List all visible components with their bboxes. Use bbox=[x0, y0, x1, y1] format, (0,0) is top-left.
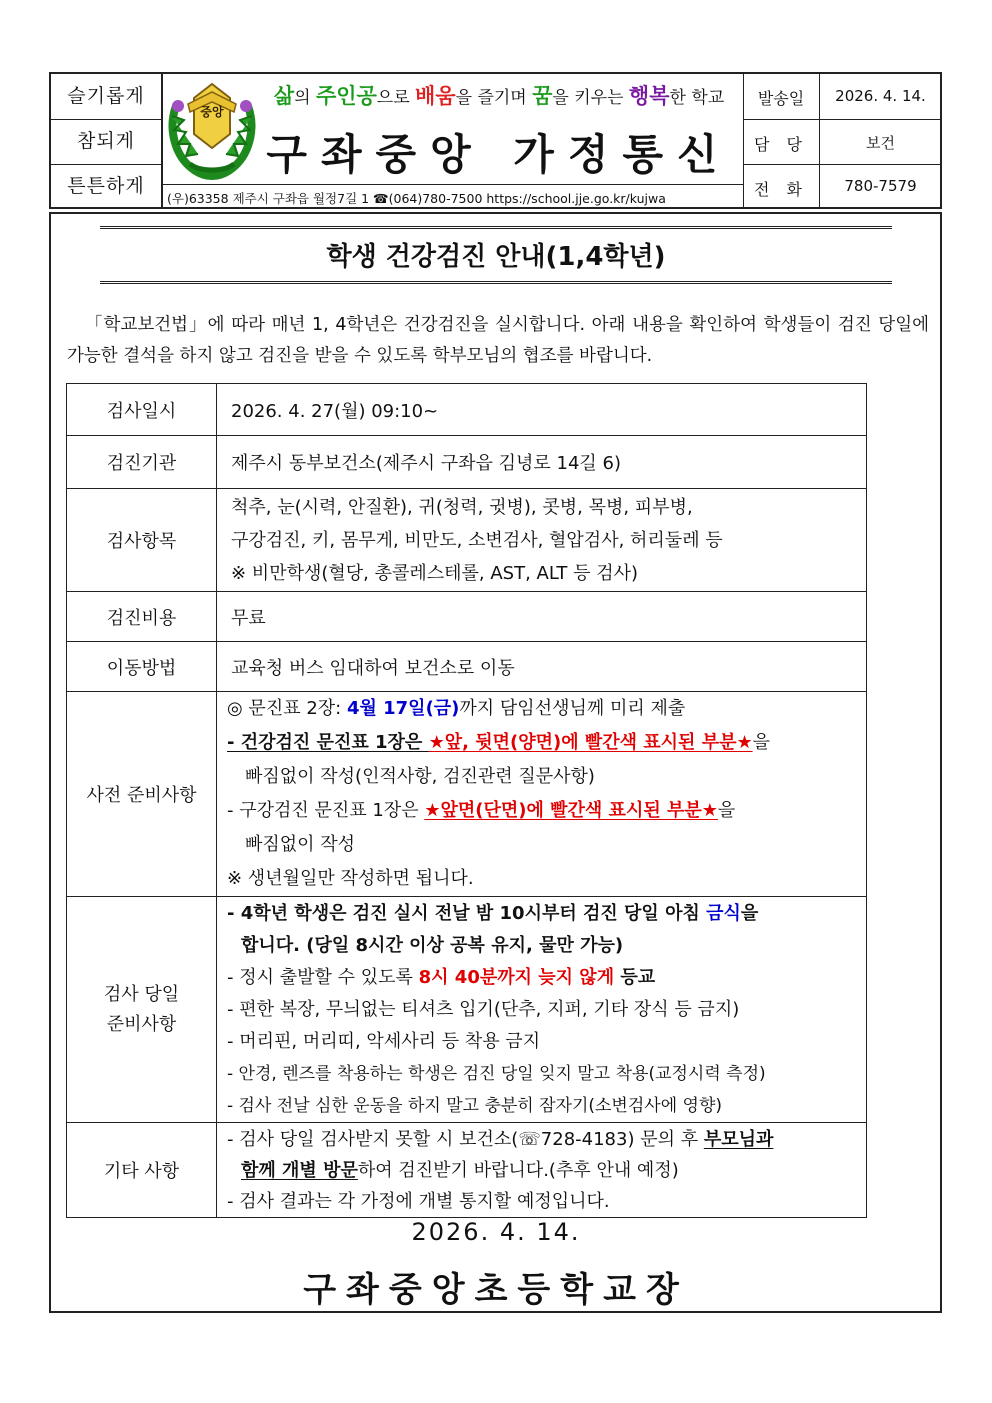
school-mottos bbox=[51, 74, 161, 209]
prep-text: - 건강검진 문진표 1장은 bbox=[227, 732, 429, 753]
row-value bbox=[217, 1123, 867, 1218]
notice-intro bbox=[67, 310, 929, 372]
row-value: 교육청 버스 임대하여 보건소로 이동 bbox=[217, 642, 867, 692]
slogan-word-1: 삶 bbox=[273, 84, 295, 108]
dayof-line-2: 합니다. (당일 8시간 이상 공복 유지, 물만 가능) bbox=[241, 934, 624, 956]
prep-text: - 구강검진 문진표 1장은 bbox=[227, 800, 425, 821]
info-label-date: 발송일 bbox=[757, 89, 805, 108]
motto-1: 슬기롭게 bbox=[67, 85, 145, 107]
issue-date: 2026. 4. 14. bbox=[411, 1218, 581, 1246]
table-row-cost bbox=[67, 592, 867, 642]
row-label: 사전 준비사항 bbox=[67, 692, 217, 897]
other-highlight: 함께 개별 방문 bbox=[241, 1159, 358, 1181]
other-line-1 bbox=[227, 1124, 856, 1155]
table-row-dayof bbox=[67, 897, 867, 1123]
slogan-text-5: 한 학교 bbox=[669, 88, 725, 108]
row-label bbox=[67, 897, 217, 1123]
other-text: 하여 검진받기 바랍니다.(추후 안내 예정) bbox=[357, 1159, 679, 1181]
dayof-line-3 bbox=[227, 962, 856, 994]
newsletter-brand-title: 구좌중앙 가정통신 bbox=[266, 130, 732, 179]
prep-text: ◎ 문진표 2장: bbox=[227, 698, 347, 719]
prep-line-1 bbox=[227, 692, 856, 726]
principal-signature: 구좌중앙초등학교장 bbox=[303, 1270, 689, 1310]
prep-highlight: ★앞면(단면)에 빨간색 표시된 부분★ bbox=[424, 800, 718, 821]
slogan-word-5: 행복 bbox=[628, 84, 670, 108]
notice-title: 학생 건강검진 안내(1,4학년) bbox=[326, 242, 666, 272]
title-rule-top bbox=[100, 226, 892, 229]
row-label: 검사항목 bbox=[67, 489, 217, 592]
dayof-line-5: - 머리핀, 머리띠, 악세사리 등 착용 금지 bbox=[227, 1030, 541, 1052]
table-row-institution bbox=[67, 436, 867, 489]
school-address: (우)63358 제주시 구좌읍 월정7길 1 ☎(064)780-7500 https://school.jje.go.kr/kujwa bbox=[167, 191, 666, 206]
table-row-transport bbox=[67, 642, 867, 692]
row-value: 무료 bbox=[217, 592, 867, 642]
school-emblem-logo bbox=[164, 76, 260, 182]
dayof-text: - 정시 출발할 수 있도록 bbox=[227, 966, 419, 988]
dayof-line-7: - 검사 전날 심한 운동을 하지 말고 충분히 잠자기(소변검사에 영향) bbox=[227, 1095, 723, 1116]
row-value bbox=[217, 897, 867, 1123]
dayof-text: 을 bbox=[740, 902, 759, 924]
row-label: 검진기관 bbox=[67, 436, 217, 489]
dayof-line-4: - 편한 복장, 무늬없는 티셔츠 입기(단추, 지퍼, 기타 장식 등 금지) bbox=[227, 998, 740, 1020]
row-value bbox=[217, 692, 867, 897]
motto-3: 튼튼하게 bbox=[67, 175, 145, 197]
intro-text: 「학교보건법」에 따라 매년 1, 4학년은 건강검진을 실시합니다. 아래 내용을 확인하여 학생들이 검진 당일에 가능한 결석을 하지 않고 검진을 받을 수 있도록 학부모님의 협조를 바랍니다. bbox=[67, 315, 929, 366]
prep-line-6: ※ 생년월일만 작성하면 됩니다. bbox=[227, 868, 474, 889]
prep-line-4 bbox=[227, 794, 856, 828]
dayof-fasting: 금식 bbox=[706, 902, 741, 924]
row-value: 2026. 4. 27(월) 09:10~ bbox=[217, 384, 867, 436]
prep-line-5: 빠짐없이 작성 bbox=[245, 834, 356, 855]
slogan-text-1: 의 bbox=[294, 88, 316, 108]
other-text: - 검사 당일 검사받지 못할 시 보건소(☏728-4183) 문의 후 bbox=[227, 1128, 704, 1150]
other-line-3: - 검사 결과는 각 가정에 개별 통지할 예정입니다. bbox=[227, 1190, 610, 1212]
title-rule-bottom bbox=[100, 281, 892, 284]
table-row-other bbox=[67, 1123, 867, 1218]
prep-text: 까지 담임선생님께 미리 제출 bbox=[459, 698, 686, 719]
prep-highlight: ★앞, 뒷면(양면)에 빨간색 표시된 부분★ bbox=[428, 732, 753, 753]
row-label: 기타 사항 bbox=[67, 1123, 217, 1218]
emblem-text: 중앙 bbox=[200, 105, 224, 119]
school-slogan bbox=[259, 80, 739, 110]
other-highlight: 부모님과 bbox=[703, 1128, 774, 1150]
table-row-date bbox=[67, 384, 867, 436]
prep-text: 을 bbox=[752, 732, 771, 753]
prep-deadline: 4월 17일(금) bbox=[346, 698, 460, 719]
dayof-line-6: - 안경, 렌즈를 착용하는 학생은 검진 당일 잊지 말고 착용(교정시력 측정) bbox=[227, 1063, 766, 1084]
info-value-phone: 780-7579 bbox=[844, 177, 917, 195]
slogan-text-3: 을 즐기며 bbox=[455, 88, 533, 108]
dayof-label-2: 준비사항 bbox=[106, 1013, 177, 1035]
prep-line-2 bbox=[227, 726, 856, 760]
slogan-text-2: 으로 bbox=[376, 88, 416, 108]
items-line-2: 구강검진, 키, 몸무게, 비만도, 소변검사, 혈압검사, 허리둘레 등 bbox=[231, 529, 723, 551]
prep-line-3: 빠짐없이 작성(인적사항, 검진관련 질문사항) bbox=[245, 766, 595, 787]
slogan-word-4: 꿈 bbox=[532, 84, 553, 108]
table-row-items bbox=[67, 489, 867, 592]
slogan-word-3: 배움 bbox=[415, 84, 456, 108]
row-value: 제주시 동부보건소(제주시 구좌읍 김녕로 14길 6) bbox=[217, 436, 867, 489]
checkup-info-table bbox=[66, 383, 867, 1218]
info-value-date: 2026. 4. 14. bbox=[835, 87, 926, 105]
newsletter-header bbox=[49, 72, 942, 209]
items-line-3: ※ 비만학생(혈당, 총콜레스테롤, AST, ALT 등 검사) bbox=[231, 562, 639, 584]
table-row-prep bbox=[67, 692, 867, 897]
prep-text: 을 bbox=[717, 800, 736, 821]
slogan-text-4: 을 키우는 bbox=[552, 88, 629, 108]
row-label: 검진비용 bbox=[67, 592, 217, 642]
items-line-1: 척추, 눈(시력, 안질환), 귀(청력, 귓병), 콧병, 목병, 피부병, bbox=[231, 496, 693, 518]
row-label: 검사일시 bbox=[67, 384, 217, 436]
dayof-text: - 4학년 학생은 검진 실시 전날 밤 10시부터 검진 당일 아침 bbox=[227, 902, 707, 924]
row-value bbox=[217, 489, 867, 592]
dayof-line-1 bbox=[227, 898, 856, 930]
other-line-2 bbox=[227, 1155, 856, 1186]
motto-2: 참되게 bbox=[76, 130, 136, 152]
info-label-phone: 전 화 bbox=[754, 180, 808, 199]
info-label-manager: 담 당 bbox=[754, 135, 808, 154]
row-label: 이동방법 bbox=[67, 642, 217, 692]
info-value-manager: 보건 bbox=[866, 134, 895, 152]
slogan-word-2: 주인공 bbox=[315, 84, 377, 108]
dayof-arrival-time: 8시 40분까지 늦지 않게 bbox=[418, 966, 615, 988]
dayof-label-1: 검사 당일 bbox=[103, 983, 180, 1005]
dayof-text: 등교 bbox=[614, 966, 656, 988]
